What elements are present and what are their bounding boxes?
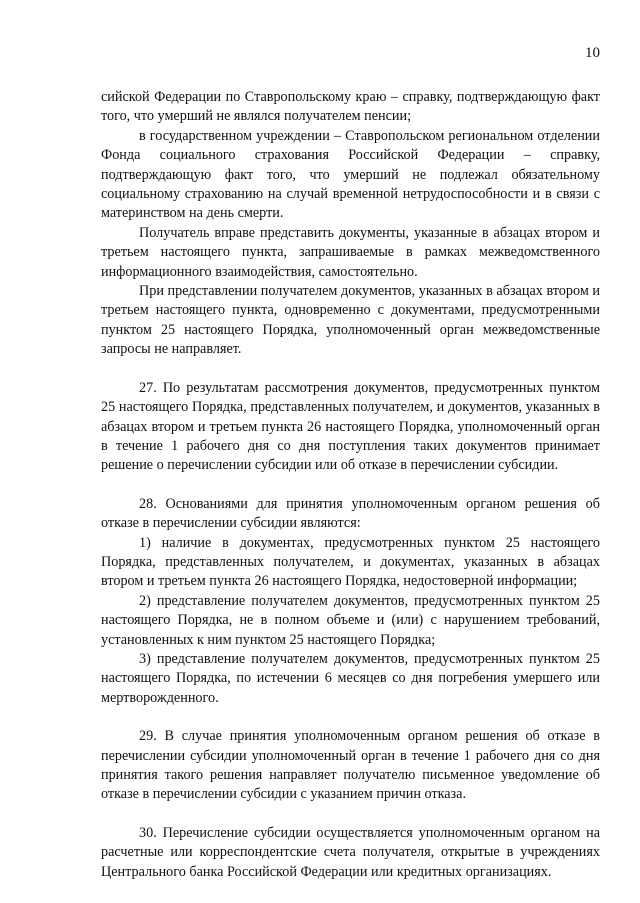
clause-28-item-2: 2) представление получателем документов, предусмотренных пунктом 25 настоящего Порядка, не в полном объеме и (или) с нарушением требований, установленных к ним пунктом 25 настоящего Порядка;: [101, 592, 600, 648]
paragraph-self-submission: Получатель вправе представить документы, указанные в абзацах втором и третьем настоящего пункта, запрашиваемые в рамках межведомственного информационного взаимодействия, самостоятельно.: [101, 224, 600, 280]
paragraph-interagency-requests: При представлении получателем документов, указанных в абзацах втором и третьем настоящего пункта, одновременно с документами, предусмотренными пунктом 25 настоящего Порядка, уполномоченный орган межведомственные запросы не направляет.: [101, 283, 600, 358]
document-body: [101, 88, 600, 882]
paragraph-social-insurance: в государственном учреждении – Ставропольском региональном отделении Фонда социального страхования Российской Федерации – справку, подтверждающую факт того, что умерший не подлежал обязательному социальному страхованию на случай временной нетрудоспособности и в связи с материнством на день смерти.: [101, 127, 600, 222]
clause-28: 28. Основаниями для принятия уполномоченным органом решения об отказе в перечислении субсидии являются:: [101, 495, 600, 532]
clause-28-item-3: 3) представление получателем документов, предусмотренных пунктом 25 настоящего Порядка, по истечении 6 месяцев со дня погребения умершего или мертворожденного.: [101, 650, 600, 706]
clause-28-item-1: 1) наличие в документах, предусмотренных пунктом 25 настоящего Порядка, представленных получателем, и документах, указанных в абзацах втором и третьем пункта 26 настоящего Порядка, недостоверной информации;: [101, 534, 600, 590]
page-number: 10: [585, 45, 600, 61]
paragraph-continuation: сийской Федерации по Ставропольскому краю – справку, подтверждающую факт того, что умерший не являлся получателем пенсии;: [101, 89, 600, 125]
clause-30: 30. Перечисление субсидии осуществляется уполномоченным органом на расчетные или корреспондентские счета получателя, открытые в учреждениях Центрального банка Российской Федерации или кредитных организациях.: [101, 824, 600, 880]
clause-29: 29. В случае принятия уполномоченным органом решения об отказе в перечислении субсидии уполномоченный орган в течение 1 рабочего дня со дня принятия такого решения направляет получателю письменное уведомление об отказе в перечислении субсидии с указанием причин отказа.: [101, 728, 600, 803]
clause-27: 27. По результатам рассмотрения документов, предусмотренных пунктом 25 настоящего Порядка, представленных получателем, и документов, указанных в абзацах втором и третьем пункта 26 настоящего Порядка, уполномоченный орган в течение 1 рабочего дня со дня поступления таких документов принимает решение о перечислении субсидии или об отказе в перечислении субсидии.: [101, 379, 600, 474]
